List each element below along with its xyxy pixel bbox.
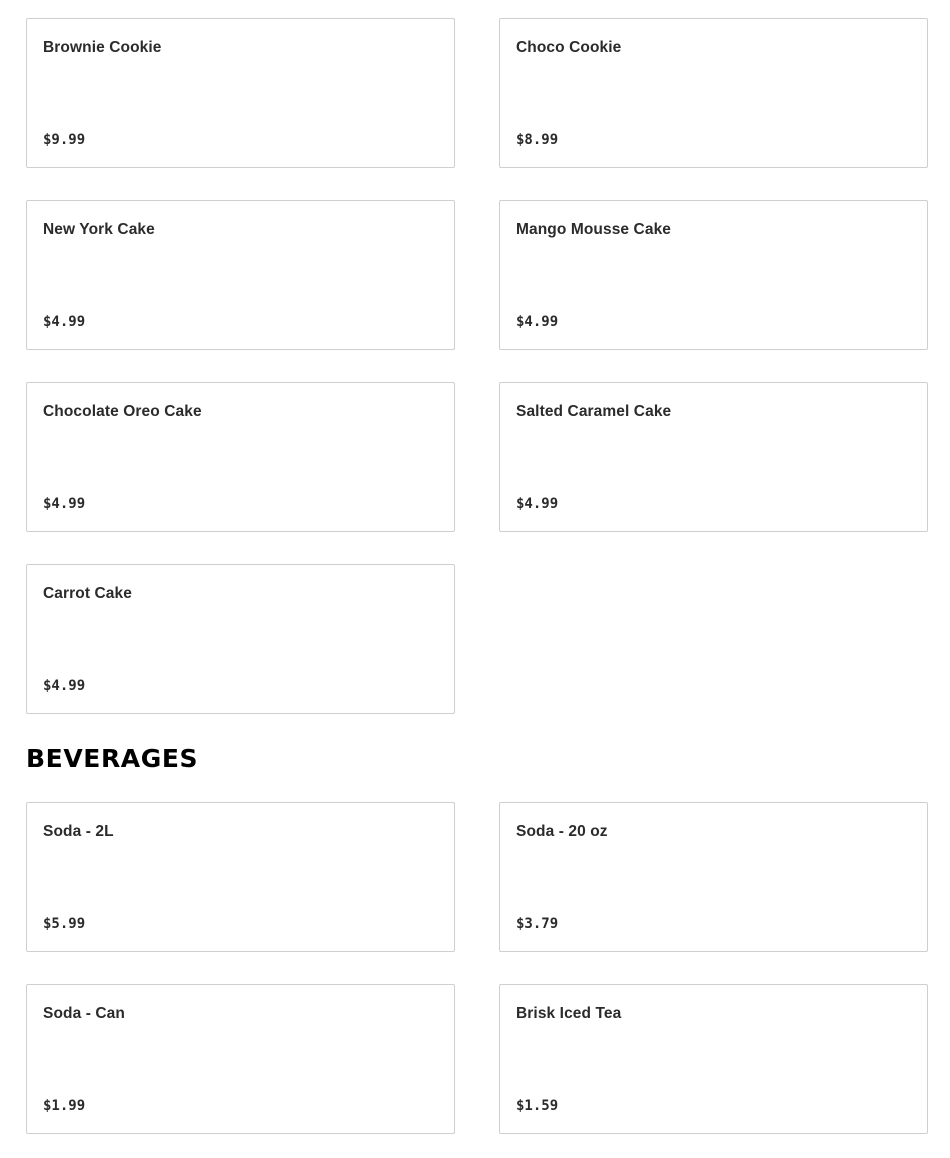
menu-item-card[interactable] [26,984,455,1134]
menu-item-price: $9.99 [43,132,86,148]
menu-item-card[interactable] [26,200,455,350]
menu-item-name: Soda - Can [43,1005,125,1022]
menu-item-price: $3.79 [516,916,559,932]
menu-item-price: $1.99 [43,1098,86,1114]
menu-item-price: $4.99 [43,314,86,330]
desserts-item-grid [26,18,928,714]
menu-item-name: Choco Cookie [516,39,622,56]
menu-item-price: $4.99 [516,314,559,330]
menu-item-name: Soda - 2L [43,823,114,840]
section-title-beverages: BEVERAGES [26,744,199,773]
menu-item-name: Mango Mousse Cake [516,221,672,238]
menu-item-card[interactable] [26,564,455,714]
menu-item-price: $1.59 [516,1098,559,1114]
menu-item-card[interactable] [499,802,928,952]
menu-item-name: Brisk Iced Tea [516,1005,622,1022]
menu-item-name: Carrot Cake [43,585,132,602]
menu-item-price: $4.99 [43,678,86,694]
menu-item-card[interactable] [499,200,928,350]
menu-item-name: Salted Caramel Cake [516,403,672,420]
menu-item-name: Chocolate Oreo Cake [43,403,202,420]
menu-item-name: Soda - 20 oz [516,823,608,840]
menu-item-price: $5.99 [43,916,86,932]
menu-item-price: $8.99 [516,132,559,148]
menu-item-name: Brownie Cookie [43,39,162,56]
menu-item-card[interactable] [26,18,455,168]
menu-item-card[interactable] [26,382,455,532]
menu-item-card[interactable] [499,382,928,532]
menu-item-price: $4.99 [516,496,559,512]
menu-item-name: New York Cake [43,221,155,238]
menu-item-card[interactable] [499,18,928,168]
menu-item-card[interactable] [499,984,928,1134]
beverages-item-grid [26,802,928,1134]
menu-item-card[interactable] [26,802,455,952]
menu-item-price: $4.99 [43,496,86,512]
